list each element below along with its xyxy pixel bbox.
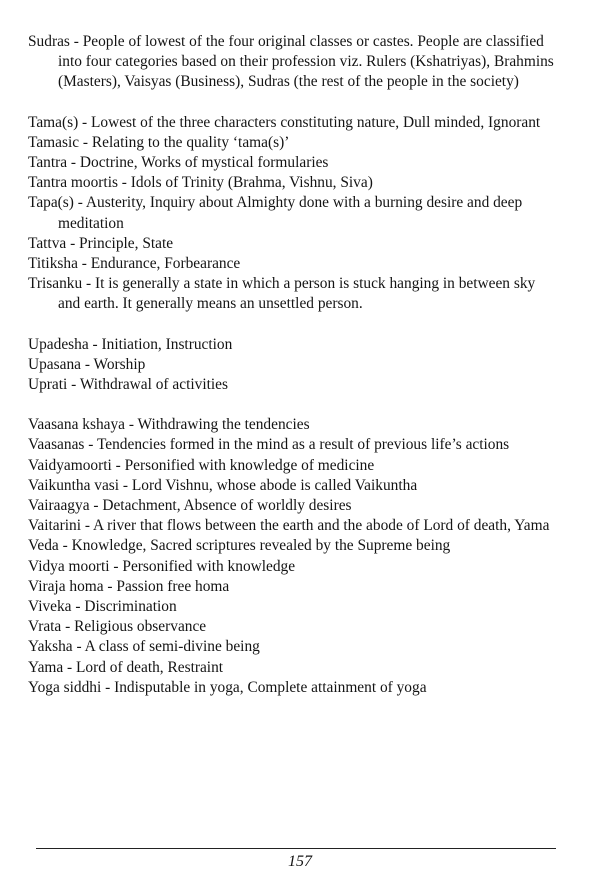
glossary-entry: Yama - Lord of death, Restraint: [28, 658, 224, 676]
glossary-entry: Uprati - Withdrawal of activities: [28, 376, 228, 394]
glossary-entry: Viveka - Discrimination: [28, 598, 177, 616]
glossary-entry: Upadesha - Initiation, Instruction: [28, 335, 233, 353]
glossary-entry: Viraja homa - Passion free homa: [28, 577, 230, 595]
glossary-entry: Vidya moorti - Personified with knowledge: [28, 557, 296, 575]
glossary-group-v-y: [28, 415, 560, 698]
glossary-entry: Vaikuntha vasi - Lord Vishnu, whose abode is called Vaikuntha: [28, 476, 418, 494]
glossary-entry: Trisanku - It is generally a state in which a person is stuck hanging in between sky and earth. It generally means an unsettled person.: [28, 275, 536, 313]
footer-divider: [36, 848, 556, 849]
glossary-entry: Tantra moortis - Idols of Trinity (Brahma, Vishnu, Siva): [28, 174, 373, 192]
glossary-entry: Upasana - Worship: [28, 355, 146, 373]
glossary-group-s: [28, 32, 560, 93]
glossary: [28, 32, 560, 718]
glossary-entry: Vaidyamoorti - Personified with knowledge of medicine: [28, 456, 375, 474]
glossary-entry: Vrata - Religious observance: [28, 618, 207, 636]
glossary-entry: Tamasic - Relating to the quality ‘tama(s)’: [28, 133, 290, 151]
glossary-entry: Sudras - People of lowest of the four original classes or castes. People are classified into four categories based on their profession viz. Rulers (Kshatriyas), Brahmins (Masters), Vaisyas (Business), Sudras (the rest of the people in the society): [28, 33, 554, 91]
glossary-entry: Yaksha - A class of semi-divine being: [28, 638, 260, 656]
glossary-group-t: [28, 113, 560, 315]
glossary-entry: Tapa(s) - Austerity, Inquiry about Almighty done with a burning desire and deep meditation: [28, 194, 523, 232]
glossary-group-u: [28, 335, 560, 396]
page-number: 157: [288, 853, 312, 870]
glossary-entry: Vaitarini - A river that flows between the earth and the abode of Lord of death, Yama: [28, 517, 550, 535]
glossary-entry: Tama(s) - Lowest of the three characters constituting nature, Dull minded, Ignorant: [28, 113, 541, 131]
glossary-entry: Vaasanas - Tendencies formed in the mind as a result of previous life’s actions: [28, 436, 510, 454]
glossary-entry: Vairaagya - Detachment, Absence of worldly desires: [28, 497, 352, 515]
glossary-entry: Tattva - Principle, State: [28, 234, 174, 252]
glossary-entry: Yoga siddhi - Indisputable in yoga, Complete attainment of yoga: [28, 678, 427, 696]
glossary-entry: Vaasana kshaya - Withdrawing the tendencies: [28, 416, 310, 434]
glossary-entry: Titiksha - Endurance, Forbearance: [28, 255, 241, 273]
glossary-entry: Tantra - Doctrine, Works of mystical formularies: [28, 154, 329, 172]
glossary-entry: Veda - Knowledge, Sacred scriptures revealed by the Supreme being: [28, 537, 451, 555]
